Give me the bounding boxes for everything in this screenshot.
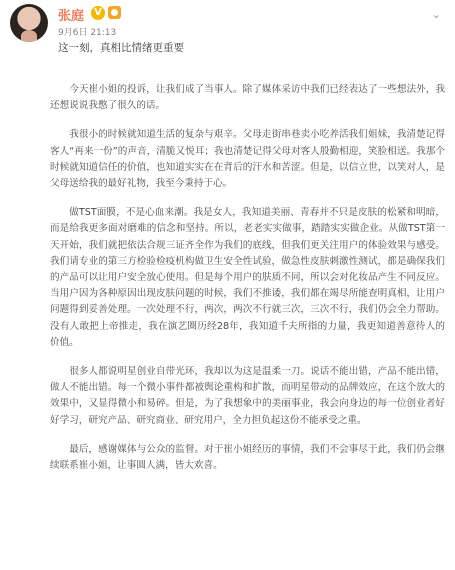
letter-paragraph: 很多人都说明星创业自带光环，我却以为这是温柔一刀。说话不能出错，产品不能出错，做人不能出错。每一个微小事件都被舆论重构和扩散，而明星带动的品牌效应，在这个放大的效果中，又显得微小和易碎。但是，为了我想象中的美丽事业，我会向身边的每一位创业者好好学习，研究产品、研究商业、研究用户，全力担负起这份不能承受之重。: [50, 366, 445, 426]
letter-paragraph: 我很小的时候就知道生活的复杂与艰辛。父母走街串巷卖小吃养活我们姐妹，我清楚记得客人“再来一份”的声音，清脆又悦耳；我也清楚记得父母对客人殷勤相迎，笑脸相送。我那个时候就知道信任的价值，也知道实实在在背后的汗水和苦涩。但是，以信立世，以笑对人，是父母送给我的最好礼物，我至今秉持于心。: [50, 129, 445, 190]
letter-paragraph: 今天崔小姐的投诉，让我们成了当事人。除了媒体采访中我们已经表达了一些想法外，我还想说说我憋了很久的话。: [50, 84, 445, 112]
verified-badge-icon: V: [91, 6, 105, 20]
post-timestamp[interactable]: 9月6日 21:13: [58, 28, 117, 38]
letter-paragraph: 最后，感谢媒体与公众的监督。对于崔小姐经历的事情，我们不会事尽于此，我们仍会继续联系崔小姐，让事圆人满，皆大欢喜。: [50, 443, 445, 472]
member-icon: [108, 6, 121, 19]
post-intro-text: 这一刻，真相比情绪更重要: [58, 42, 184, 54]
letter-image-content: [50, 82, 445, 487]
author-name[interactable]: 张庭: [58, 9, 85, 24]
avatar[interactable]: [10, 4, 48, 42]
letter-paragraph: 做TST面膜，不是心血来潮。我是女人，我知道美丽、青春并不只是皮肤的松紧和明暗，而是给我更多面对磨难的信念和坚持。所以，老老实实做事，踏踏实实做企业。从做TST第一天开始，我们就把依法合规三证齐全作为我们的底线，但我们更关注用户的体验效果与感受。我们请专业的第三方检验检疫机构做卫生安全性试验，做急性皮肤刺激性测试，都是确保我们的产品可以让用户安全放心使用。但是每个用户的肤质不同，所以会对化妆品产生不同反应。当用户因为各种原因出现皮肤问题的时候，我们不推诿，我们都在竭尽所能查明真相，让用户问题得到妥善处理。一次处理不行，两次，两次不行就三次，三次不行，我们仍会全力帮助。没有人敢把上帝推走，我在演艺圈历经28年，我知道千夫所指的力量，我更知道善意待人的价值。: [50, 207, 445, 348]
chevron-down-icon[interactable]: ⌄: [431, 8, 441, 21]
